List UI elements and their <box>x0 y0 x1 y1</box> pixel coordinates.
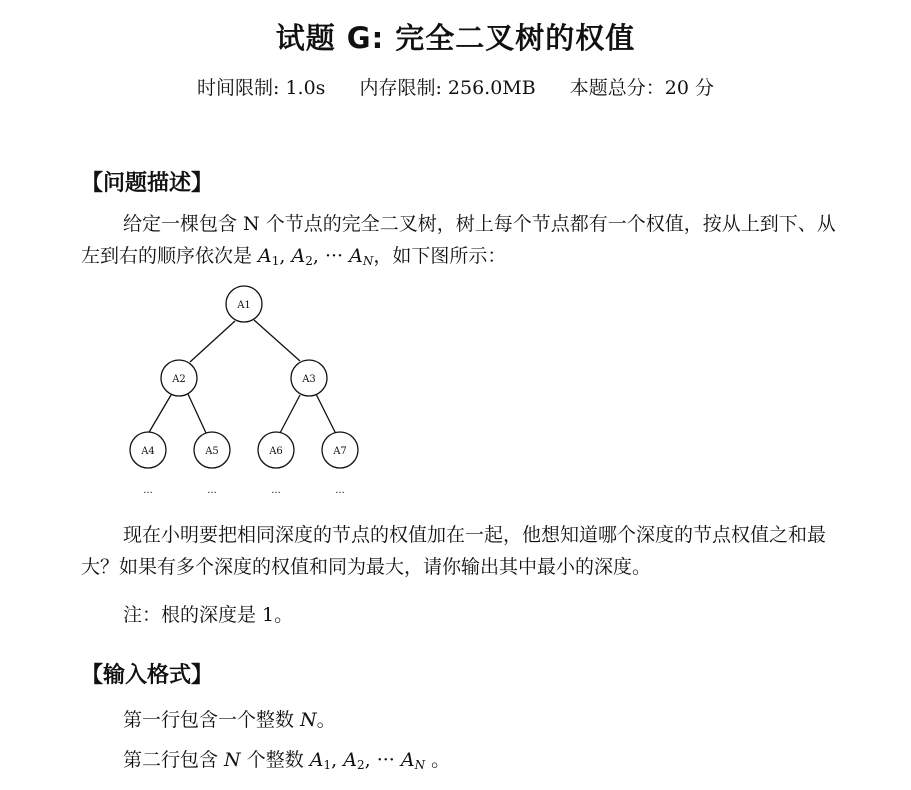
tree-ellipsis: ... <box>271 485 281 496</box>
tree-node-label: A1 <box>237 300 251 311</box>
total-score: 本题总分：20 分 <box>569 77 714 99</box>
tree-node-label: A3 <box>302 374 316 385</box>
tree-node-label: A4 <box>141 446 155 457</box>
tree-edge <box>254 320 300 361</box>
tree-edge <box>188 394 206 433</box>
problem-intro: 给定一棵包含 N 个节点的完全二叉树，树上每个节点都有一个权值，按从上到下、从左到右的顺序依次是 $A_1$, $A_2$, ··· $A_N$，如下图所示： <box>81 213 836 268</box>
input-format-heading: 【输入格式】 <box>81 663 214 688</box>
intro-text: 给定一棵包含 N 个节点的完全二叉树，树上每个节点都有一个权值，按从上到下、从左到右的顺序依次是 <box>81 213 836 267</box>
problem-note: 注：根的深度是 1。 <box>123 604 294 626</box>
tree-edge <box>316 394 336 434</box>
tree-ellipsis: ... <box>207 485 217 496</box>
tree-node-label: A5 <box>205 446 219 457</box>
input-line-1: 第一行包含一个整数 N。 <box>123 709 336 731</box>
tree-node-label: A6 <box>269 446 283 457</box>
problem-description-heading: 【问题描述】 <box>81 171 214 196</box>
tree-node-label: A7 <box>333 446 347 457</box>
tree-edge <box>190 321 235 362</box>
memory-limit: 内存限制: 256.0MB <box>359 77 536 99</box>
time-limit: 时间限制: 1.0s <box>197 77 326 99</box>
input-line-2: 第二行包含 N 个整数 $A_1$, $A_2$, ··· $A_N$ 。 <box>123 749 451 772</box>
tree-ellipsis: ... <box>143 485 153 496</box>
problem-title: 试题 G: 完全二叉树的权值 <box>275 21 636 55</box>
problem-meta <box>0 73 911 100</box>
tree-ellipsis: ... <box>335 485 345 496</box>
tree-node-label: A2 <box>172 374 186 385</box>
tree-edge <box>280 395 300 433</box>
binary-tree-diagram <box>120 280 380 505</box>
problem-paragraph-2: 现在小明要把相同深度的节点的权值加在一起，他想知道哪个深度的节点权值之和最大？如果有多个深度的权值和同为最大，请你输出其中最小的深度。 <box>81 524 827 578</box>
tree-edge <box>148 395 171 434</box>
